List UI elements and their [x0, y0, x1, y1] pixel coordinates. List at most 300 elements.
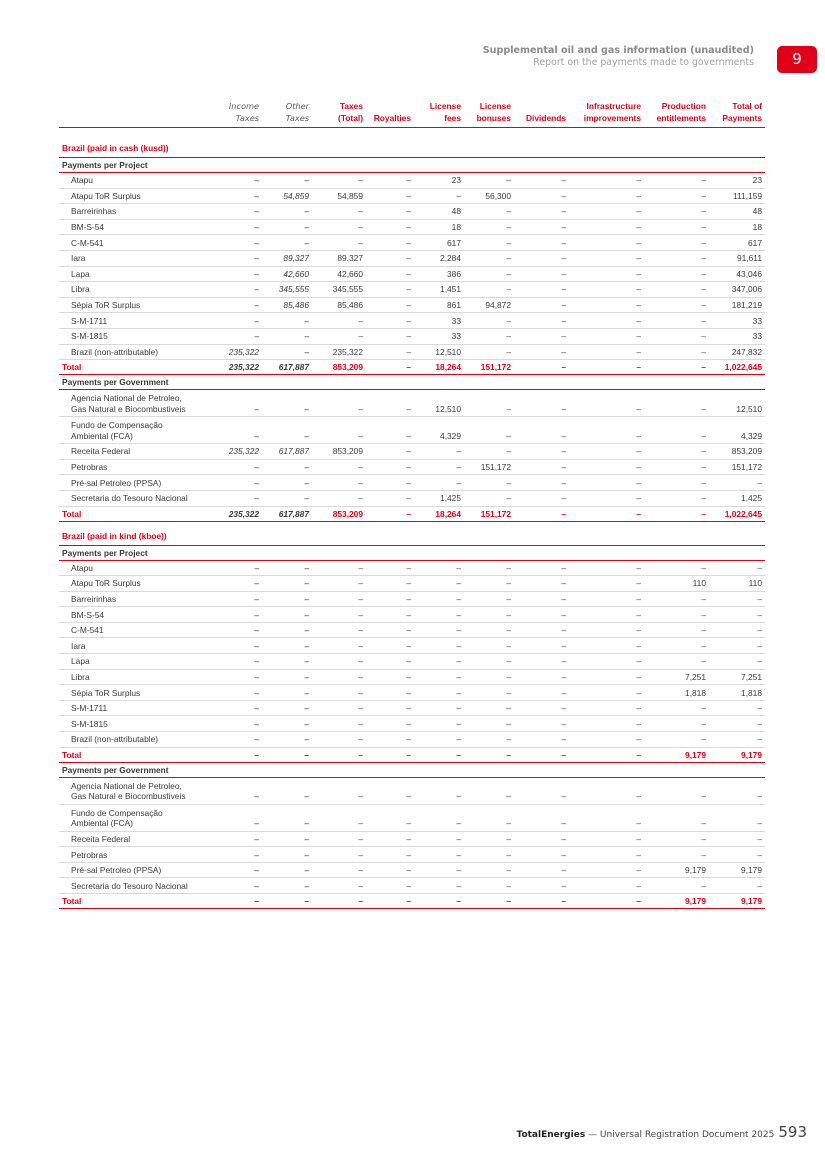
table-cell: – [506, 253, 511, 264]
table-cell: – [701, 562, 706, 573]
table-row [59, 685, 765, 701]
table-cell: 33 [752, 315, 762, 326]
row-label: Pré-sal Petroleo (PPSA) [71, 865, 162, 876]
table-row [59, 560, 765, 576]
table-row [59, 862, 765, 878]
table-cell: – [304, 609, 309, 620]
table-row [59, 250, 765, 266]
table-cell: – [701, 268, 706, 279]
table-cell: – [358, 896, 363, 906]
table-cell: – [358, 671, 363, 682]
row-label: Brazil (non-attributable) [71, 734, 159, 745]
table-cell: – [561, 237, 566, 248]
table-cell: – [636, 253, 641, 264]
table-cell: – [254, 403, 259, 414]
table-cell: – [254, 175, 259, 186]
table-cell: – [636, 346, 641, 357]
table-cell: – [757, 734, 762, 745]
table-cell: – [506, 749, 511, 760]
table-cell: – [456, 818, 461, 829]
section-title-row-label: Brazil (paid in cash (kusd)) [62, 142, 169, 153]
table-cell: – [358, 818, 363, 829]
table-row [59, 204, 765, 220]
table-cell: – [304, 849, 309, 860]
total-label: Total [62, 362, 82, 373]
table-cell: 617 [447, 237, 461, 248]
page-footer [517, 1122, 808, 1141]
col-production: Production entitlements [656, 101, 706, 123]
table-cell: 1,425 [741, 493, 762, 504]
table-cell: – [304, 687, 309, 698]
table-cell: – [636, 446, 641, 457]
group-header-row [59, 158, 765, 173]
table-cell: – [701, 430, 706, 441]
table-row [59, 831, 765, 847]
table-cell: – [561, 687, 566, 698]
table-cell: – [358, 609, 363, 620]
table-cell: – [358, 791, 363, 802]
table-cell: – [304, 593, 309, 604]
row-label: Receita Federal [71, 446, 131, 457]
table-row [59, 219, 765, 235]
table-cell: – [406, 300, 411, 311]
table-cell: – [358, 222, 363, 233]
table-cell: 23 [752, 175, 762, 186]
row-label: Receita Federal [71, 833, 131, 844]
table-cell: – [254, 625, 259, 636]
table-cell: 345,555 [278, 284, 309, 295]
table-cell: – [701, 284, 706, 295]
table-cell: – [254, 190, 259, 201]
table-cell: 151,172 [480, 362, 511, 373]
table-cell: – [506, 687, 511, 698]
table-cell: – [304, 346, 309, 357]
group-header-row-label: Payments per Project [62, 160, 148, 170]
table-cell: 235,322 [332, 346, 363, 357]
table-cell: 9,179 [741, 896, 762, 906]
table-cell: 110 [748, 578, 762, 589]
table-cell: 18 [451, 222, 461, 233]
table-cell: – [636, 462, 641, 473]
table-cell: – [254, 703, 259, 714]
table-cell: – [254, 477, 259, 488]
row-label: Sépia ToR Surplus [71, 300, 141, 311]
table-cell: – [757, 849, 762, 860]
table-cell: – [757, 609, 762, 620]
table-cell: – [636, 703, 641, 714]
row-label: Fundo de Compensação Ambiental (FCA) [71, 420, 163, 441]
table-cell: 347,006 [731, 284, 762, 295]
table-cell: – [406, 687, 411, 698]
table-cell: – [254, 300, 259, 311]
table-row [59, 804, 765, 831]
col-license-fees: License fees [429, 101, 461, 123]
table-row [59, 297, 765, 313]
table-cell: – [358, 833, 363, 844]
table-cell: – [561, 477, 566, 488]
group-header-row-label: Payments per Government [62, 377, 169, 388]
table-cell: – [304, 315, 309, 326]
table-cell: 1,818 [741, 687, 762, 698]
table-cell: – [561, 718, 566, 729]
table-cell: 151,172 [480, 462, 511, 473]
table-row [59, 654, 765, 670]
table-row [59, 576, 765, 592]
table-cell: 33 [752, 331, 762, 342]
table-cell: – [636, 749, 641, 760]
total-label: Total [62, 508, 82, 519]
table-cell: – [561, 671, 566, 682]
col-infrastructure: Infrastructure improvements [583, 101, 641, 123]
table-cell: – [506, 430, 511, 441]
table-cell: – [506, 609, 511, 620]
table-row [59, 235, 765, 251]
table-cell: 94,872 [485, 300, 511, 311]
table-cell: – [406, 346, 411, 357]
table-cell: – [561, 300, 566, 311]
table-cell: – [506, 718, 511, 729]
table-cell: – [561, 896, 566, 906]
table-cell: – [406, 593, 411, 604]
table-row [59, 475, 765, 491]
table-cell: – [304, 403, 309, 414]
table-cell: – [406, 222, 411, 233]
table-cell: – [701, 253, 706, 264]
table-cell: – [701, 833, 706, 844]
table-cell: – [506, 703, 511, 714]
table-cell: – [304, 749, 309, 760]
table-cell: – [561, 446, 566, 457]
table-row [59, 390, 765, 417]
table-cell: – [304, 640, 309, 651]
table-cell: – [506, 671, 511, 682]
table-cell: – [254, 656, 259, 667]
table-cell: 1,451 [440, 284, 461, 295]
table-cell: – [406, 362, 411, 373]
table-cell: – [561, 609, 566, 620]
row-label: Atapu [71, 562, 93, 573]
table-cell: – [561, 656, 566, 667]
table-cell: – [254, 253, 259, 264]
table-cell: 9,179 [741, 749, 762, 760]
col-total: Total of Payments [722, 101, 762, 123]
table-cell: – [304, 222, 309, 233]
table-cell: 12,510 [435, 403, 461, 414]
table-cell: – [456, 656, 461, 667]
row-label: Agencia National de Petroleo, Gas Natural e Biocombustiveis [71, 393, 186, 414]
table-cell: 235,322 [228, 508, 259, 519]
table-cell: – [561, 578, 566, 589]
table-cell: – [456, 462, 461, 473]
table-cell: – [636, 625, 641, 636]
table-cell: 111,159 [732, 190, 762, 201]
table-cell: – [456, 865, 461, 876]
table-cell: – [406, 849, 411, 860]
table-cell: – [358, 625, 363, 636]
table-cell: – [506, 593, 511, 604]
table-cell: 853,209 [332, 362, 363, 373]
table-cell: – [506, 562, 511, 573]
table-row [59, 847, 765, 863]
table-cell: – [636, 175, 641, 186]
table-cell: – [506, 477, 511, 488]
table-cell: – [304, 331, 309, 342]
table-cell: – [506, 346, 511, 357]
section-subtitle: Report on the payments made to governments [533, 57, 754, 68]
row-label: Secretaria do Tesouro Nacional [71, 880, 188, 891]
chapter-badge: 9 [777, 46, 817, 73]
table-cell: – [636, 222, 641, 233]
table-cell: – [701, 331, 706, 342]
table-cell: – [406, 896, 411, 906]
table-cell: – [636, 578, 641, 589]
total-label: Total [62, 896, 82, 906]
table-row [59, 459, 765, 475]
table-cell: 1,022,645 [724, 508, 762, 519]
row-label: S-M-1711 [71, 703, 108, 714]
table-cell: – [406, 462, 411, 473]
table-cell: – [406, 609, 411, 620]
table-cell: 85,486 [337, 300, 363, 311]
section-title: Supplemental oil and gas information (unaudited) [482, 45, 754, 56]
table-cell: – [701, 362, 706, 373]
table-row [59, 716, 765, 732]
table-cell: – [757, 625, 762, 636]
table-cell: – [636, 362, 641, 373]
table-cell: – [636, 403, 641, 414]
table-cell: 853,209 [332, 508, 363, 519]
row-label: Iara [71, 640, 86, 651]
table-cell: – [406, 625, 411, 636]
group-header-row [59, 545, 765, 560]
table-cell: – [358, 462, 363, 473]
table-cell: – [506, 880, 511, 891]
table-cell: – [561, 865, 566, 876]
table-cell: – [406, 253, 411, 264]
row-label: Secretaria do Tesouro Nacional [71, 493, 188, 504]
label-column-header [59, 97, 204, 128]
table-cell: 56,300 [485, 190, 511, 201]
table-cell: – [757, 718, 762, 729]
table-cell: – [636, 640, 641, 651]
table-cell: 853,209 [332, 446, 363, 457]
table-cell: 2,284 [440, 253, 461, 264]
table-cell: – [757, 593, 762, 604]
group-header-row-label: Payments per Government [62, 764, 169, 775]
section-title-row [59, 521, 765, 545]
table-cell: – [506, 446, 511, 457]
table-cell: – [561, 190, 566, 201]
table-row [59, 328, 765, 344]
table-cell: 345,555 [332, 284, 363, 295]
table-cell: – [304, 791, 309, 802]
table-cell: – [406, 508, 411, 519]
table-cell: – [701, 849, 706, 860]
table-cell: 853,209 [731, 446, 762, 457]
table-cell: – [406, 206, 411, 217]
table-cell: – [254, 880, 259, 891]
row-label: Atapu ToR Surplus [71, 578, 141, 589]
table-cell: – [636, 508, 641, 519]
table-cell: – [506, 206, 511, 217]
section-title-row-label: Brazil (paid in kind (kboe)) [62, 531, 167, 541]
table-cell: – [636, 284, 641, 295]
table-cell: – [358, 749, 363, 760]
table-cell: – [358, 578, 363, 589]
table-cell: – [304, 206, 309, 217]
row-label: Pré-sal Petroleo (PPSA) [71, 477, 162, 488]
table-cell: – [701, 703, 706, 714]
table-row [59, 490, 765, 506]
table-cell: – [358, 593, 363, 604]
table-cell: – [254, 640, 259, 651]
col-dividends: Dividends [525, 113, 566, 123]
table-cell: – [254, 430, 259, 441]
table-cell: – [406, 190, 411, 201]
table-cell: – [561, 268, 566, 279]
table-cell: – [358, 477, 363, 488]
table-cell: – [456, 477, 461, 488]
table-cell: – [701, 190, 706, 201]
table-cell: 54,859 [337, 190, 363, 201]
row-label: Sépia ToR Surplus [71, 687, 141, 698]
table-row [59, 878, 765, 894]
table-cell: – [304, 865, 309, 876]
row-label: Lapa [71, 268, 90, 279]
table-cell: – [254, 493, 259, 504]
table-cell: – [561, 818, 566, 829]
table-cell: – [636, 671, 641, 682]
table-cell: – [561, 253, 566, 264]
table-cell: – [561, 734, 566, 745]
table-cell: – [304, 718, 309, 729]
table-cell: – [636, 687, 641, 698]
table-cell: – [636, 477, 641, 488]
table-row [59, 417, 765, 444]
table-cell: – [406, 818, 411, 829]
table-cell: 42,660 [337, 268, 363, 279]
table-cell: – [636, 430, 641, 441]
table-cell: 1,425 [440, 493, 461, 504]
table-cell: – [506, 268, 511, 279]
table-cell: – [254, 315, 259, 326]
table-cell: – [701, 446, 706, 457]
col-taxes-total: Taxes (Total) [338, 101, 363, 123]
table-cell: – [561, 703, 566, 714]
table-cell: – [757, 640, 762, 651]
table-cell: 617,887 [278, 508, 309, 519]
table-cell: – [304, 493, 309, 504]
table-cell: – [406, 237, 411, 248]
table-cell: – [406, 833, 411, 844]
table-cell: 9,179 [685, 896, 706, 906]
table-cell: – [561, 175, 566, 186]
table-cell: – [561, 833, 566, 844]
table-cell: – [358, 865, 363, 876]
table-cell: – [701, 403, 706, 414]
table-cell: – [406, 880, 411, 891]
table-cell: – [304, 734, 309, 745]
table-header-row [59, 97, 765, 128]
table-cell: 18,264 [435, 362, 461, 373]
table-cell: – [506, 865, 511, 876]
table-cell: – [304, 833, 309, 844]
table-cell: 235,322 [228, 446, 259, 457]
table-cell: – [254, 865, 259, 876]
table-cell: – [636, 206, 641, 217]
table-cell: – [406, 718, 411, 729]
table-cell: – [636, 865, 641, 876]
table-cell: 91,611 [737, 253, 762, 264]
payments-table [59, 97, 765, 909]
table-cell: – [701, 175, 706, 186]
table-cell: – [636, 609, 641, 620]
table-cell: – [456, 880, 461, 891]
table-cell: – [757, 880, 762, 891]
table-cell: – [506, 578, 511, 589]
table-cell: – [304, 578, 309, 589]
table-row [59, 732, 765, 748]
table-cell: – [757, 656, 762, 667]
table-cell: 85,486 [283, 300, 309, 311]
table-cell: 617 [748, 237, 762, 248]
table-cell: – [358, 175, 363, 186]
table-cell: – [254, 578, 259, 589]
table-cell: – [406, 403, 411, 414]
table-cell: – [636, 268, 641, 279]
table-cell: – [701, 300, 706, 311]
table-cell: – [701, 640, 706, 651]
table-cell: – [561, 222, 566, 233]
table-cell: – [561, 880, 566, 891]
table-cell: 1,022,645 [724, 362, 762, 373]
table-cell: 18 [752, 222, 762, 233]
table-cell: – [561, 640, 566, 651]
table-row [59, 638, 765, 654]
table-cell: – [254, 268, 259, 279]
table-cell: – [304, 462, 309, 473]
table-cell: – [506, 833, 511, 844]
table-cell: – [254, 284, 259, 295]
table-cell: – [456, 687, 461, 698]
table-cell: – [456, 749, 461, 760]
table-cell: – [506, 625, 511, 636]
table-cell: – [506, 791, 511, 802]
row-label: Barreirinhas [71, 206, 117, 217]
table-cell: – [406, 734, 411, 745]
row-label: Agencia National de Petroleo, Gas Natural e Biocombustiveis [71, 780, 186, 802]
table-cell: – [506, 818, 511, 829]
table-cell: – [456, 562, 461, 573]
table-cell: – [636, 818, 641, 829]
table-cell: – [456, 703, 461, 714]
table-cell: 43,046 [736, 268, 762, 279]
row-label: S-M-1815 [71, 718, 108, 729]
table-cell: 235,322 [228, 362, 259, 373]
table-cell: – [506, 315, 511, 326]
table-cell: 617,887 [278, 362, 309, 373]
footer-document: — Universal Registration Document 2025 [585, 1130, 775, 1140]
table-row [59, 173, 765, 189]
table-cell: – [254, 896, 259, 906]
table-cell: 54,859 [283, 190, 309, 201]
table-row [59, 444, 765, 460]
table-cell: – [701, 791, 706, 802]
table-cell: – [757, 703, 762, 714]
row-label: S-M-1815 [71, 331, 108, 342]
table-cell: – [561, 346, 566, 357]
footer-brand: TotalEnergies [516, 1130, 586, 1140]
